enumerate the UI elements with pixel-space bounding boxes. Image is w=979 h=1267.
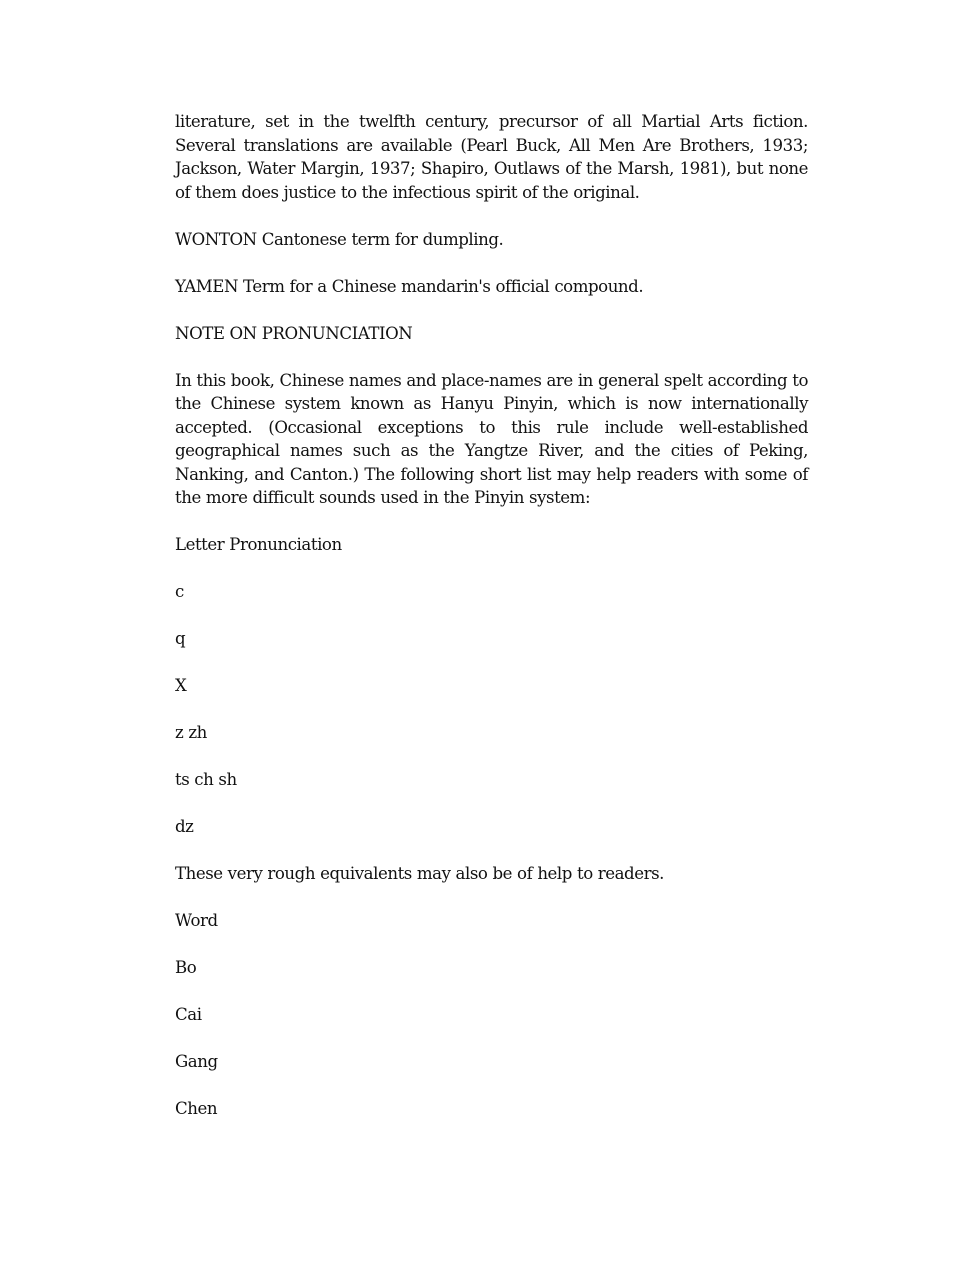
- section-heading-pronunciation: NOTE ON PRONUNCIATION: [175, 323, 413, 343]
- paragraph-equivalents: These very rough equivalents may also be of help to readers.: [175, 864, 664, 883]
- glossary-entry-yamen: YAMEN Term for a Chinese mandarin's official compound.: [175, 276, 644, 296]
- word-entry: Chen: [175, 1099, 218, 1118]
- pronunciation-table-header: Letter Pronunciation: [175, 535, 342, 554]
- pronunciation-letter: z zh: [175, 723, 207, 742]
- paragraph-literature-note: literature, set in the twelfth century, precursor of all Martial Arts fiction. Several translations are available (Pearl Buck, All Men Are Brothers, 1933; Jackson, Water Margin, 1937; Shapiro, Outlaws of the Marsh, 1981), but none of them does justice to the infectious spirit of the original.: [175, 112, 808, 202]
- word-table-header: Word: [175, 911, 218, 930]
- pronunciation-letter: q: [175, 629, 186, 648]
- glossary-entry-wonton: WONTON Cantonese term for dumpling.: [175, 229, 504, 249]
- pronunciation-letter: c: [175, 582, 184, 601]
- document-page: [175, 110, 808, 1144]
- pronunciation-letter: X: [175, 676, 187, 695]
- word-entry: Bo: [175, 958, 197, 977]
- pronunciation-letter: ts ch sh: [175, 770, 237, 789]
- word-entry: Cai: [175, 1005, 202, 1024]
- pronunciation-letter: dz: [175, 817, 194, 836]
- word-entry: Gang: [175, 1052, 218, 1071]
- paragraph-pinyin-intro: In this book, Chinese names and place-names are in general spelt according to the Chinese system known as Hanyu Pinyin, which is now internationally accepted. (Occasional exceptions to this rule include well-established geographical names such as the Yangtze River, and the cities of Peking, Nanking, and Canton.) The following short list may help readers with some of the more difficult sounds used in the Pinyin system:: [175, 370, 808, 507]
